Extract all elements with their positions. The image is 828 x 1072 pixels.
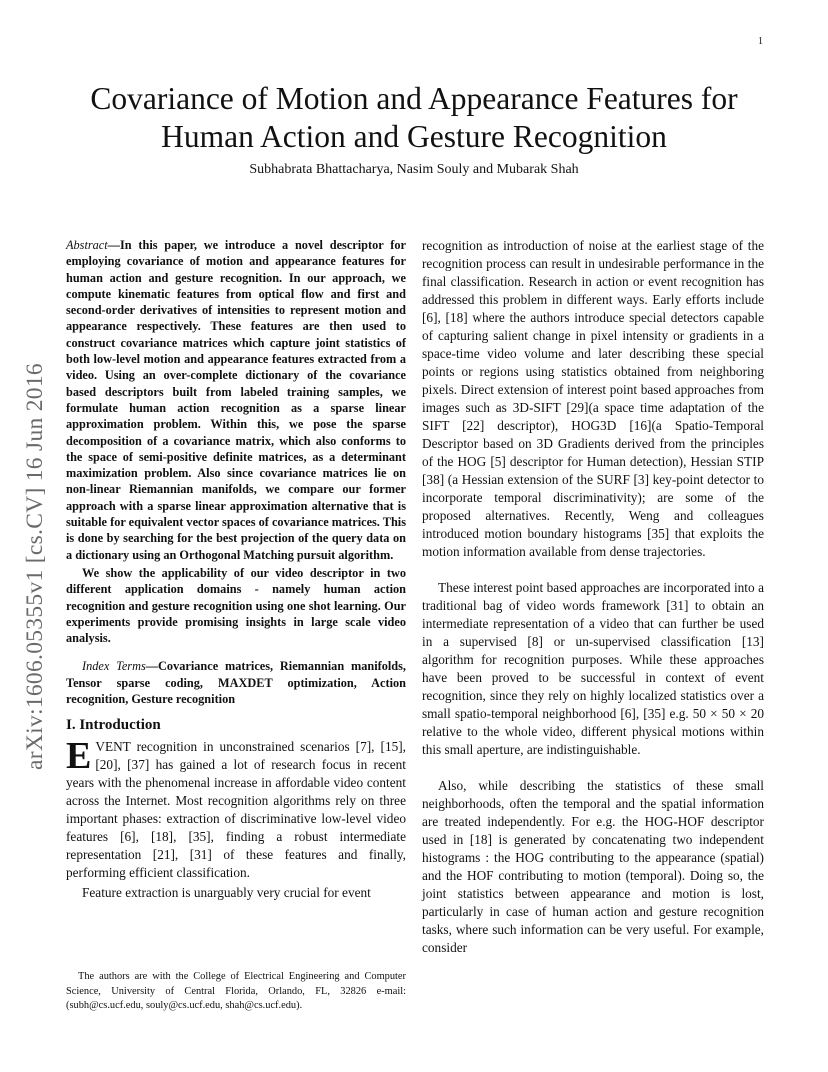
index-terms-text: —Covariance matrices, Riemannian manifolds, Tensor sparse coding, MAXDET optimization, Action recognition, Gesture recognition bbox=[66, 659, 406, 707]
index-terms-label: Index Terms bbox=[82, 659, 146, 674]
drop-cap: E bbox=[66, 735, 92, 778]
right-paragraph-1: recognition as introduction of noise at the earliest stage of the recognition process can result in undesirable performance in the final classification. Research in action or event recognition has addressed this problem in different ways. Early efforts include [6], [18] where the authors introduce special detectors capable of capturing salient change in pixel intensity or gradients in a space-time video volume and later describing these special points or regions using statistics obtained from neighboring pixels. Direct extension of interest point based approaches from images such as 3D-SIFT [29](a space time adaptation of the SIFT [22] descriptor), HOG3D [16](a Spatio-Temporal Descriptor based on 3D Gradients derived from the principles of the HOG [5] descriptor for Human detection), Hessian STIP [38] (a Hessian extension of the SURF [3] key-point detector to incorporate temporal discriminativity); are some of the proposed alternatives. Recently, Weng and colleagues introduced motion boundary histograms [35] that exploits the motion information available from dense trajectories. bbox=[422, 238, 764, 559]
intro-paragraph-2: Feature extraction is unarguably very crucial for event bbox=[82, 885, 371, 901]
author-footnote: The authors are with the College of Electrical Engineering and Computer Science, University of Central Florida, Orlando, FL, 32826 e-mail: (subh@cs.ucf.edu, souly@cs.ucf.edu, shah@cs.ucf.edu). bbox=[66, 971, 406, 1011]
abstract-paragraph-2: We show the applicability of our video descriptor in two different application domains - namely human action recognition and gesture recognition using one shot learning. Our experiments provide promising insights in large scale video analysis. bbox=[66, 565, 406, 646]
author-list: Subhabrata Bhattacharya, Nasim Souly and Mubarak Shah bbox=[249, 162, 579, 177]
intro-text-1: VENT recognition in unconstrained scenarios [7], [15], [20], [37] has gained a lot of research focus in recent years with the phenomenal increase in affordable video content across the Internet. Most recognition algorithms rely on three important phases: extraction of discriminative low-level video features [6], [18], [35], finding a robust intermediate representation [21], [31] of these features and finally, performing efficient classification. bbox=[66, 739, 406, 881]
intro-paragraph-1 bbox=[66, 735, 406, 882]
abstract-label: Abstract bbox=[66, 238, 108, 252]
paper-title: Covariance of Motion and Appearance Features for Human Action and Gesture Recognition bbox=[90, 81, 738, 154]
index-terms bbox=[66, 658, 406, 707]
right-paragraph-2: These interest point based approaches are incorporated into a traditional bag of video words framework [31] to obtain an intermediate representation of a video that can further be used in a supervised [8] or un-supervised classification [13] algorithm for recognition purposes. While these approaches have been proved to be successful in context of event recognition, since they rely on highly localized statistics over a small spatio-temporal neighborhood [6], [35] e.g. 50 × 50 × 20 relative to the whole video, different physical motions within this small aperture, are indistinguishable. bbox=[422, 580, 764, 757]
page-number: 1 bbox=[758, 36, 763, 47]
abstract bbox=[66, 237, 406, 646]
abstract-text-1: —In this paper, we introduce a novel descriptor for employing covariance of motion and appearance features for human action and gesture recognition. In our approach, we compute kinematic features from optical flow and first and second-order derivatives of intensities to represent motion and appearance respectively. These features are then used to construct covariance matrices which capture joint statistics of both low-level motion and appearance features extracted from a video. Using an over-complete dictionary of the covariance based descriptors built from labeled training samples, we formulate human action recognition as a sparse linear approximation problem. Within this, we pose the sparse decomposition of a covariance matrix, which also conforms to the space of semi-positive definite matrices, as a determinant maximization problem. Also since covariance matrices lie on non-linear Riemannian manifolds, we compare our former approach with a sparse linear approximation alternative that is suitable for equivalent vector spaces of covariance matrices. This is done by searching for the best projection of the query data on a dictionary using an Orthogonal Matching pursuit algorithm. bbox=[66, 238, 406, 562]
right-column bbox=[422, 237, 764, 975]
left-column bbox=[66, 237, 406, 902]
section-heading-introduction: I. Introduction bbox=[66, 717, 161, 734]
abstract-paragraph-1 bbox=[66, 237, 406, 563]
right-paragraph-3: Also, while describing the statistics of these small neighborhoods, often the temporal and the spatial information are treated independently. For e.g. the HOG-HOF descriptor used in [18] is generated by concatenating two independent histograms : the HOG contributing to the appearance (spatial) and the HOF contributing to motion (temporal). Doing so, the joint statistics between appearance and motion is lost, particularly in case of human action and gesture recognition tasks, where such information can be very useful. For example, consider bbox=[422, 778, 764, 955]
arxiv-stamp: arXiv:1606.05355v1 [cs.CV] 16 Jun 2016 bbox=[22, 363, 48, 770]
